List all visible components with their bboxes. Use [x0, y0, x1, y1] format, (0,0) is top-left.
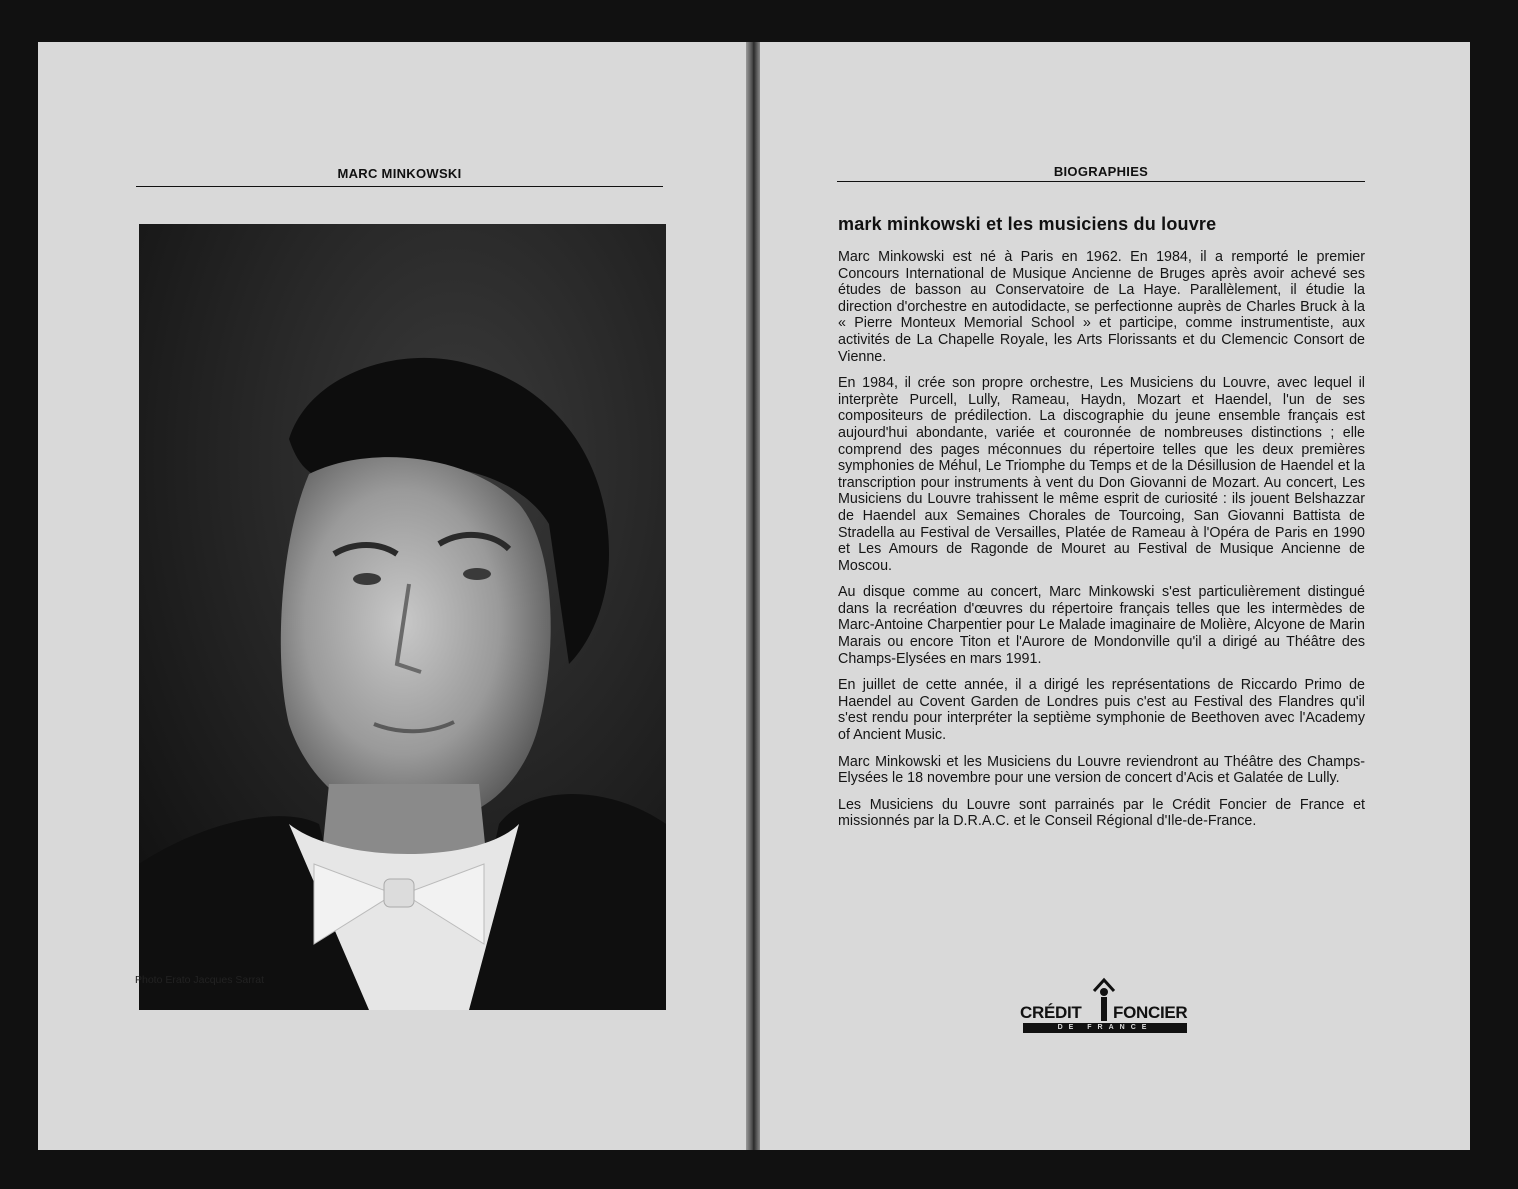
credit-foncier-logo: [1020, 977, 1190, 1037]
biography-title: mark minkowski et les musiciens du louvre: [838, 214, 1217, 234]
logo-word-credit: CRÉDIT: [1020, 1003, 1082, 1022]
book-gutter: [746, 42, 760, 1150]
logo-subline: DE FRANCE: [1023, 1023, 1187, 1033]
bio-paragraph-2: En 1984, il crée son propre orchestre, Les Musiciens du Louvre, avec lequel il interprète Purcell, Lully, Rameau, Haydn, Mozart et Haendel, l'un de ses compositeurs de prédilection. La discographie du jeune ensemble français est aujourd'hui abondante, variée et couronnée de nombreuses distinctions ; elle comprend des pages méconnues du répertoire telles que les deux premières symphonies de Méhul, Le Triomphe du Temps et de la Désillusion de Haendel et la transcription pour instruments à vent du Don Giovanni de Mozart. Au concert, Les Musiciens du Louvre trahissent le même esprit de curiosité : ils jouent Belshazzar de Haendel aux Semaines Chorales de Tourcoing, San Giovanni Battista de Stradella au Festival de Versailles, Platée de Rameau à l'Opéra de Paris en 1990 et Les Amours de Ragonde de Mouret au Festival de Musique Ancienne de Moscou.: [838, 375, 1365, 574]
right-page: [760, 42, 1470, 1150]
portrait-image: [139, 224, 666, 1010]
logo-word-foncier: FONCIER: [1113, 1003, 1188, 1022]
bio-paragraph-3: Au disque comme au concert, Marc Minkowski s'est particulièrement distingué dans la recréation d'œuvres du répertoire français telles que les intermèdes de Marc-Antoine Charpentier pour Le Malade imaginaire de Molière, Alcyone de Marin Marais ou encore Titon et l'Aurore de Mondonville qu'il a dirigé au Théâtre des Champs-Elysées en mars 1991.: [838, 584, 1365, 667]
header-rule-right: [837, 181, 1365, 182]
header-rule-left: [136, 186, 663, 187]
portrait-photo: [139, 224, 666, 1010]
photo-caption: Photo Erato Jacques Sarrat: [135, 974, 264, 986]
running-head-left: MARC MINKOWSKI: [337, 166, 462, 181]
left-page: [38, 42, 746, 1150]
bio-paragraph-1: Marc Minkowski est né à Paris en 1962. En 1984, il a remporté le premier Concours International de Musique Ancienne de Bruges après avoir achevé ses études de basson au Conservatoire de La Haye. Parallèlement, il étudie la direction d'orchestre en autodidacte, se perfectionne auprès de Charles Bruck à la « Pierre Monteux Memorial School » et participe, comme instrumentiste, aux activités de La Chapelle Royale, les Arts Florissants et du Clemencic Consort de Vienne.: [838, 249, 1365, 365]
bio-paragraph-4: En juillet de cette année, il a dirigé les représentations de Riccardo Primo de Haendel au Covent Garden de Londres puis c'est au Festival des Flandres qu'il s'est rendu pour interpréter la septième symphonie de Beethoven avec l'Academy of Ancient Music.: [838, 677, 1365, 744]
running-head-right: BIOGRAPHIES: [1053, 164, 1149, 179]
bio-paragraph-5: Marc Minkowski et les Musiciens du Louvre reviendront au Théâtre des Champs-Elysées le 18 novembre pour une version de concert d'Acis et Galatée de Lully.: [838, 753, 1365, 787]
bio-paragraph-6: Les Musiciens du Louvre sont parrainés par le Crédit Foncier de France et missionnés par la D.R.A.C. et le Conseil Régional d'Ile-de-France.: [838, 796, 1365, 830]
biography-text: [838, 249, 1365, 840]
